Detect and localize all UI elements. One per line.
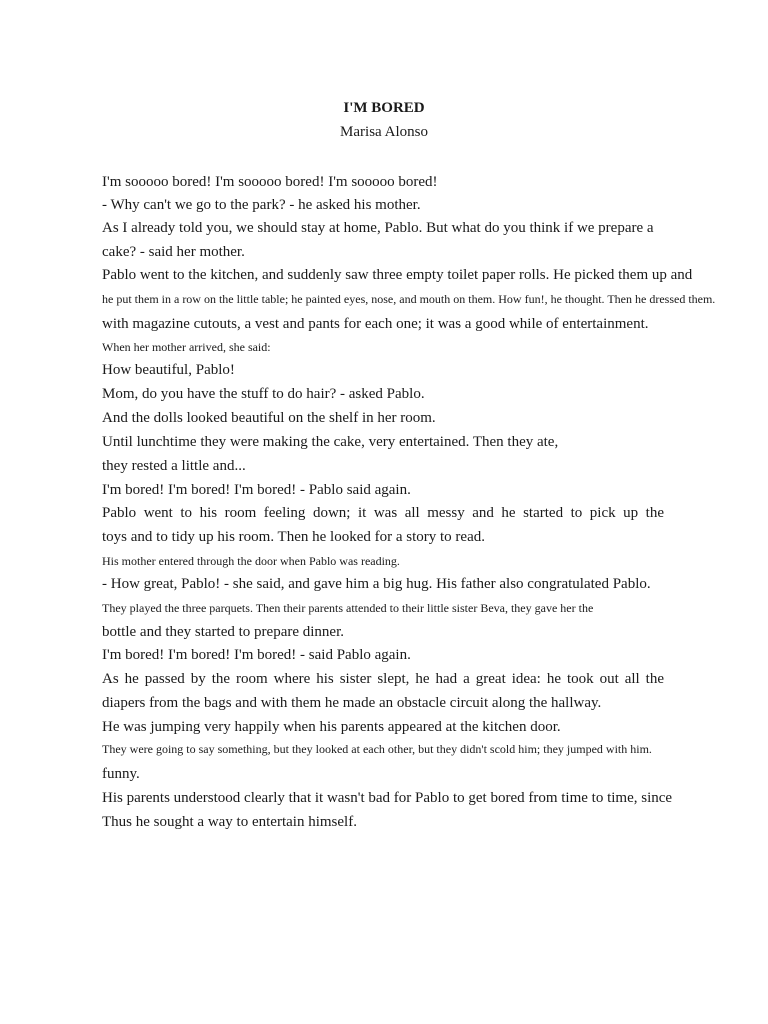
text-line: His mother entered through the door when Pablo was reading.: [102, 554, 400, 568]
text-line: they rested a little and...: [102, 458, 246, 474]
text-line: Pablo went to the kitchen, and suddenly saw three empty toilet paper rolls. He picked them up and: [102, 267, 693, 283]
text-line: diapers from the bags and with them he made an obstacle circuit along the hallway.: [102, 695, 602, 711]
text-line: His parents understood clearly that it wasn't bad for Pablo to get bored from time to time, since: [102, 790, 673, 806]
text-line: I'm bored! I'm bored! I'm bored! - said Pablo again.: [102, 647, 411, 663]
text-line: toys and to tidy up his room. Then he looked for a story to read.: [102, 529, 485, 545]
text-line: I'm sooooo bored! I'm sooooo bored! I'm sooooo bored!: [102, 174, 438, 190]
text-line: Mom, do you have the stuff to do hair? - asked Pablo.: [102, 386, 425, 402]
story-title: I'M BORED: [343, 100, 425, 116]
text-line: cake? - said her mother.: [102, 244, 245, 260]
story-author: Marisa Alonso: [340, 124, 428, 140]
text-line: he put them in a row on the little table; he painted eyes, nose, and mouth on them. How fun!, he thought. Then he dressed them.: [102, 292, 716, 306]
text-line: - Why can't we go to the park? - he asked his mother.: [102, 197, 421, 213]
text-line: - How great, Pablo! - she said, and gave him a big hug. His father also congratulated Pablo.: [102, 576, 651, 592]
text-line: Thus he sought a way to entertain himself.: [102, 814, 357, 830]
text-line: I'm bored! I'm bored! I'm bored! - Pablo said again.: [102, 482, 411, 498]
text-line: As I already told you, we should stay at home, Pablo. But what do you think if we prepare a: [102, 220, 654, 236]
text-line: How beautiful, Pablo!: [102, 362, 235, 378]
text-line: And the dolls looked beautiful on the shelf in her room.: [102, 410, 436, 426]
text-line: He was jumping very happily when his parents appeared at the kitchen door.: [102, 719, 561, 735]
text-line: When her mother arrived, she said:: [102, 340, 271, 354]
text-line: bottle and they started to prepare dinner.: [102, 624, 344, 640]
text-line: Until lunchtime they were making the cake, very entertained. Then they ate,: [102, 434, 559, 450]
text-line: with magazine cutouts, a vest and pants for each one; it was a good while of entertainment.: [102, 316, 649, 332]
text-line: funny.: [102, 766, 140, 782]
text-line: As he passed by the room where his sister slept, he had a great idea: he took out all the: [102, 671, 664, 687]
text-line: Pablo went to his room feeling down; it was all messy and he started to pick up the: [102, 505, 664, 521]
text-line: They were going to say something, but they looked at each other, but they didn't scold him; they jumped with him.: [102, 742, 652, 756]
text-line: They played the three parquets. Then their parents attended to their little sister Beva, they gave her the: [102, 601, 594, 615]
